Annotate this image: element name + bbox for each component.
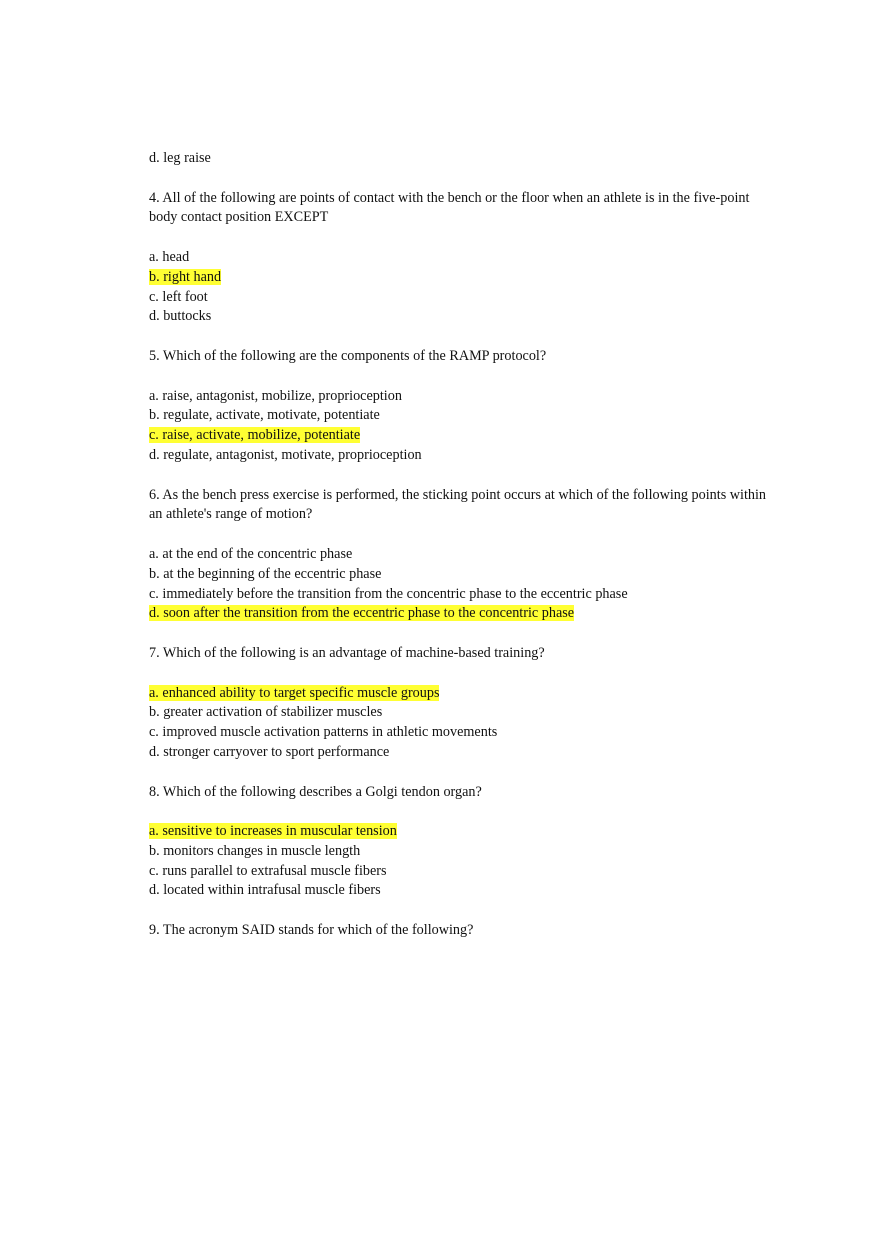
answer-option [149,703,769,723]
answer-option [149,604,769,624]
option-label: c. immediately before the transition from the concentric phase to the eccentric phase [149,585,628,602]
answer-option [149,684,769,704]
option-label: c. runs parallel to extrafusal muscle fibers [149,862,387,879]
answer-option [149,822,769,842]
answer-option [149,149,769,169]
answer-option [149,288,769,308]
option-label: d. located within intrafusal muscle fibers [149,882,381,899]
option-label: c. improved muscle activation patterns in athletic movements [149,724,498,741]
question-text [149,644,769,664]
option-label: d. leg raise [149,150,211,166]
answer-option [149,862,769,882]
option-label: a. raise, antagonist, mobilize, proprioception [149,387,402,404]
blank-line [149,901,769,921]
question-text [149,921,769,941]
option-label: d. stronger carryover to sport performance [149,743,390,760]
answer-option [149,881,769,901]
answer-option [149,842,769,862]
highlighted-answer: c. raise, activate, mobilize, potentiate [149,427,361,444]
blank-line [149,169,769,189]
answer-option [149,307,769,327]
quiz-content [149,149,769,941]
answer-option [149,585,769,605]
answer-option [149,387,769,407]
blank-line [149,664,769,684]
answer-option [149,268,769,288]
blank-line [149,763,769,783]
option-label: c. left foot [149,288,208,305]
answer-option [149,446,769,466]
question-label: 4. All of the following are points of contact with the bench or the floor when an athlete is in the five-point body contact position EXCEPT [149,189,750,226]
answer-option [149,723,769,743]
highlighted-answer: a. enhanced ability to target specific muscle groups [149,684,440,701]
blank-line [149,624,769,644]
blank-line [149,367,769,387]
question-label: 7. Which of the following is an advantage of machine-based training? [149,644,545,661]
option-label: b. at the beginning of the eccentric phase [149,565,382,582]
option-label: d. regulate, antagonist, motivate, proprioception [149,446,422,463]
blank-line [149,525,769,545]
option-label: d. buttocks [149,308,212,325]
option-label: b. greater activation of stabilizer muscles [149,704,383,721]
answer-option [149,406,769,426]
blank-line [149,228,769,248]
blank-line [149,327,769,347]
question-label: 6. As the bench press exercise is performed, the sticking point occurs at which of the following points within an athlete's range of motion? [149,486,767,523]
option-label: b. regulate, activate, motivate, potentiate [149,407,380,424]
option-label: a. at the end of the concentric phase [149,545,353,562]
answer-option [149,248,769,268]
question-label: 5. Which of the following are the components of the RAMP protocol? [149,347,547,364]
question-label: 8. Which of the following describes a Golgi tendon organ? [149,783,482,800]
answer-option [149,565,769,585]
blank-line [149,466,769,486]
question-text [149,486,769,526]
answer-option [149,545,769,565]
highlighted-answer: d. soon after the transition from the eccentric phase to the concentric phase [149,605,575,622]
blank-line [149,802,769,822]
question-text [149,347,769,367]
question-text [149,189,769,229]
question-label: 9. The acronym SAID stands for which of the following? [149,922,474,939]
highlighted-answer: b. right hand [149,268,222,285]
answer-option [149,426,769,446]
option-label: a. head [149,248,190,265]
answer-option [149,743,769,763]
highlighted-answer: a. sensitive to increases in muscular tension [149,823,397,840]
option-label: b. monitors changes in muscle length [149,842,361,859]
question-text [149,783,769,803]
